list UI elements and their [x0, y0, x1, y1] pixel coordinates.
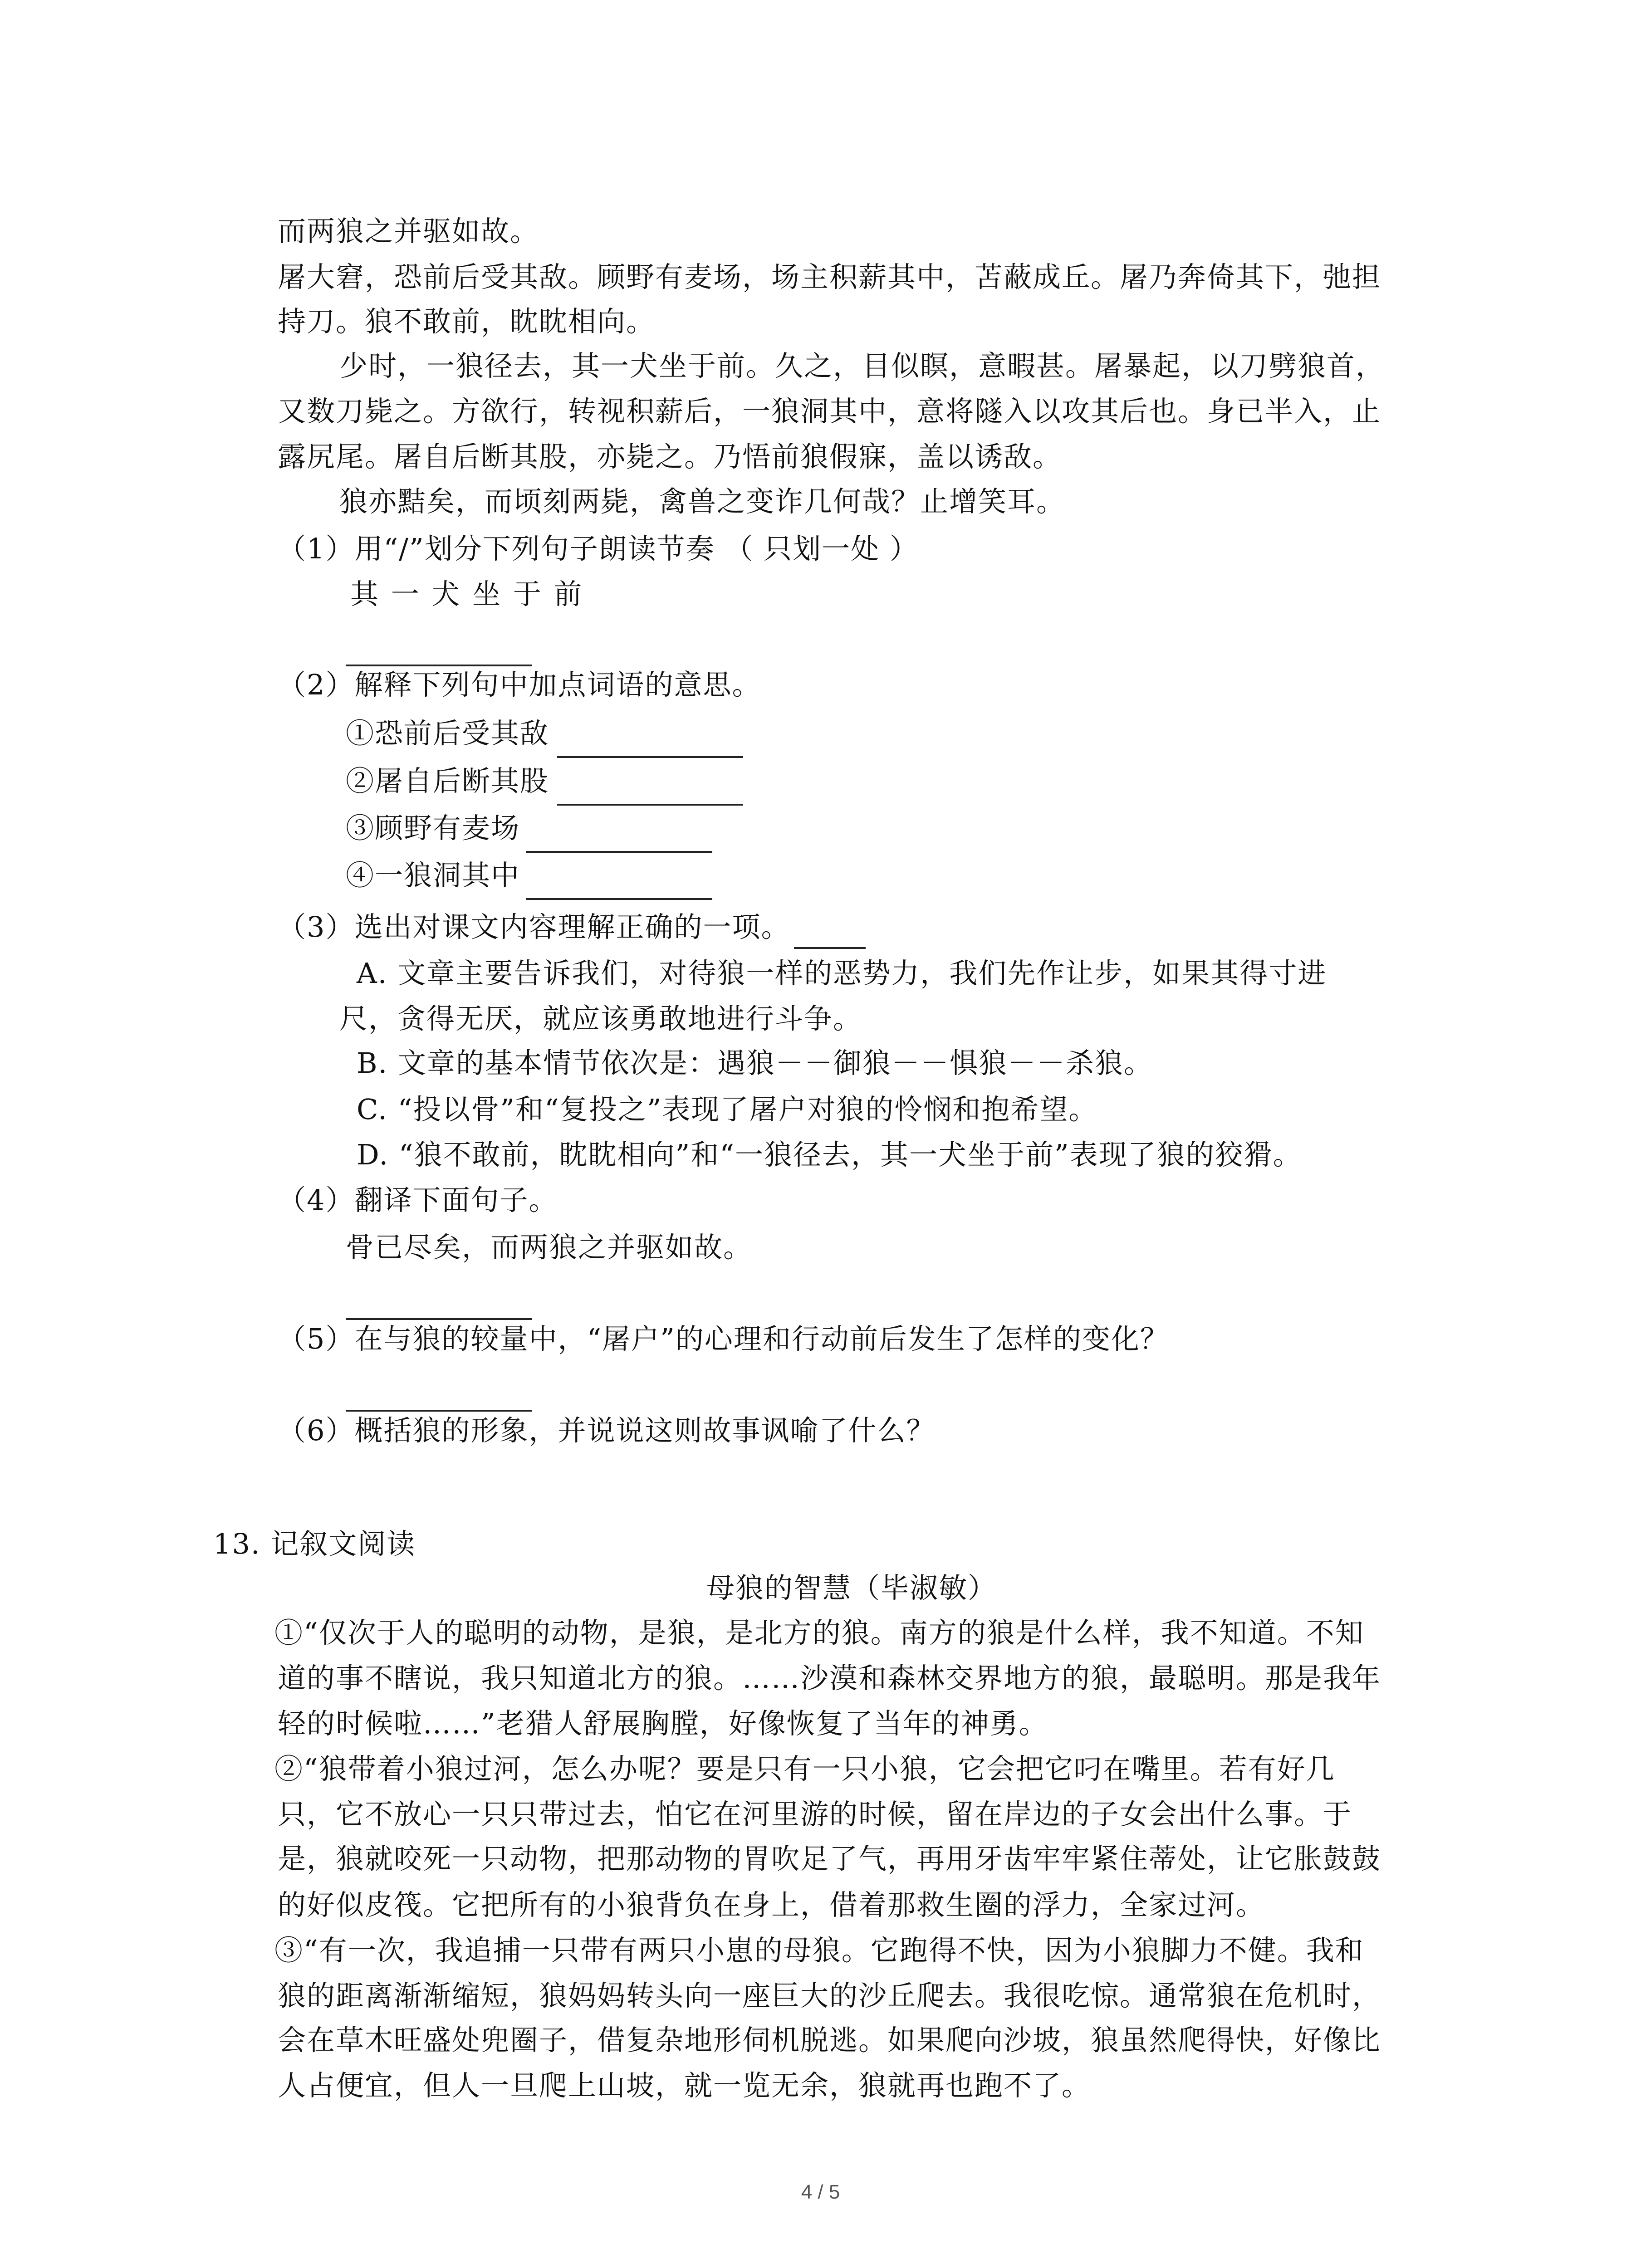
- answer-blank-q2-1[interactable]: [557, 756, 743, 758]
- question-2-item: ④一狼洞其中: [346, 859, 520, 892]
- question-2-prompt: （2）解释下列句中加点词语的意思。: [278, 668, 761, 701]
- answer-blank-q5[interactable]: [346, 1410, 532, 1412]
- answer-blank-q4[interactable]: [346, 1318, 532, 1320]
- article-title: 母狼的智慧（毕淑敏）: [706, 1571, 997, 1604]
- question-5-prompt: （5）在与狼的较量中，“屠户”的心理和行动前后发生了怎样的变化？: [278, 1322, 1169, 1355]
- answer-blank-q2-3[interactable]: [526, 851, 712, 853]
- paragraph-line: ③“有一次，我追捕一只带有两只小崽的母狼。它跑得不快，因为小狼脚力不健。我和: [274, 1934, 1364, 1967]
- option-a: A. 文章主要告诉我们，对待狼一样的恶势力，我们先作让步，如果其得寸进: [357, 957, 1327, 990]
- answer-blank-q2-2[interactable]: [557, 804, 743, 806]
- question-2-item: ①恐前后受其敌: [346, 717, 549, 750]
- paragraph-line: 会在草木旺盛处兜圈子，借复杂地形伺机脱逃。如果爬向沙坡，狼虽然爬得快，好像比: [278, 2024, 1381, 2057]
- paragraph-line: 狼的距离渐渐缩短，狼妈妈转头向一座巨大的沙丘爬去。我很吃惊。通常狼在危机时，: [278, 1979, 1381, 2012]
- passage-line: 露尻尾。屠自后断其股，亦毙之。乃悟前狼假寐，盖以诱敌。: [278, 440, 1062, 473]
- option-c: C. “投以骨”和“复投之”表现了屠户对狼的怜悯和抱希望。: [357, 1093, 1098, 1126]
- paragraph-line: 道的事不瞎说，我只知道北方的狼。……沙漠和森林交界地方的狼，最聪明。那是我年: [278, 1662, 1381, 1695]
- answer-blank-q1[interactable]: [346, 665, 532, 666]
- passage-line: 持刀。狼不敢前，眈眈相向。: [278, 305, 656, 338]
- question-3-prompt: （3）选出对课文内容理解正确的一项。: [278, 910, 790, 943]
- question-1-prompt: （1）用“/”划分下列句子朗读节奏 （ 只划一处 ）: [278, 532, 919, 565]
- paragraph-line: 人占便宜，但人一旦爬上山坡，就一览无余，狼就再也跑不了。: [278, 2069, 1091, 2102]
- paragraph-line: 是，狼就咬死一只动物，把那动物的胃吹足了气，再用牙齿牢牢紧住蒂处，让它胀鼓鼓: [278, 1842, 1381, 1875]
- question-6-prompt: （6）概括狼的形象，并说说这则故事讽喻了什么？: [278, 1414, 936, 1447]
- question-4-prompt: （4）翻译下面句子。: [278, 1183, 558, 1217]
- paragraph-line: ①“仅次于人的聪明的动物，是狼，是北方的狼。南方的狼是什么样，我不知道。不知: [274, 1616, 1364, 1649]
- passage-line: 少时，一狼径去，其一犬坐于前。久之，目似瞑，意暇甚。屠暴起，以刀劈狼首，: [339, 349, 1385, 382]
- question-4-sentence: 骨已尽矣，而两狼之并驱如故。: [346, 1231, 753, 1264]
- option-b: B. 文章的基本情节依次是：遇狼－－御狼－－惧狼－－杀狼。: [357, 1046, 1153, 1080]
- question-2-item: ②屠自后断其股: [346, 764, 549, 797]
- paragraph-line: 只，它不放心一只只带过去，怕它在河里游的时候，留在岸边的子女会出什么事。于: [278, 1798, 1352, 1831]
- answer-blank-q2-4[interactable]: [526, 898, 712, 900]
- question-2-item: ③顾野有麦场: [346, 811, 520, 845]
- paragraph-line: 轻的时候啦……”老猎人舒展胸膛，好像恢复了当年的神勇。: [278, 1707, 1048, 1740]
- paragraph-line: ②“狼带着小狼过河，怎么办呢？要是只有一只小狼，它会把它叼在嘴里。若有好几: [274, 1752, 1335, 1785]
- passage-line: 而两狼之并驱如故。: [278, 215, 539, 248]
- section-heading: 13. 记叙文阅读: [213, 1527, 416, 1560]
- option-d: D. “狼不敢前，眈眈相向”和“一狼径去，其一犬坐于前”表现了狼的狡猾。: [357, 1138, 1302, 1171]
- option-a-cont: 尺，贪得无厌，就应该勇敢地进行斗争。: [339, 1002, 862, 1035]
- answer-blank-q3[interactable]: [794, 947, 866, 949]
- question-1-sentence: 其 一 犬 坐 于 前: [350, 577, 584, 611]
- passage-line: 又数刀毙之。方欲行，转视积薪后，一狼洞其中，意将隧入以攻其后也。身已半入，止: [278, 395, 1381, 428]
- paragraph-line: 的好似皮筏。它把所有的小狼背负在身上，借着那救生圈的浮力，全家过河。: [278, 1888, 1265, 1921]
- passage-line: 狼亦黠矣，而顷刻两毙，禽兽之变诈几何哉？止增笑耳。: [339, 485, 1066, 518]
- page-number: 4 / 5: [801, 2181, 840, 2203]
- passage-line: 屠大窘，恐前后受其敌。顾野有麦场，场主积薪其中，苫蔽成丘。屠乃奔倚其下，弛担: [278, 260, 1381, 293]
